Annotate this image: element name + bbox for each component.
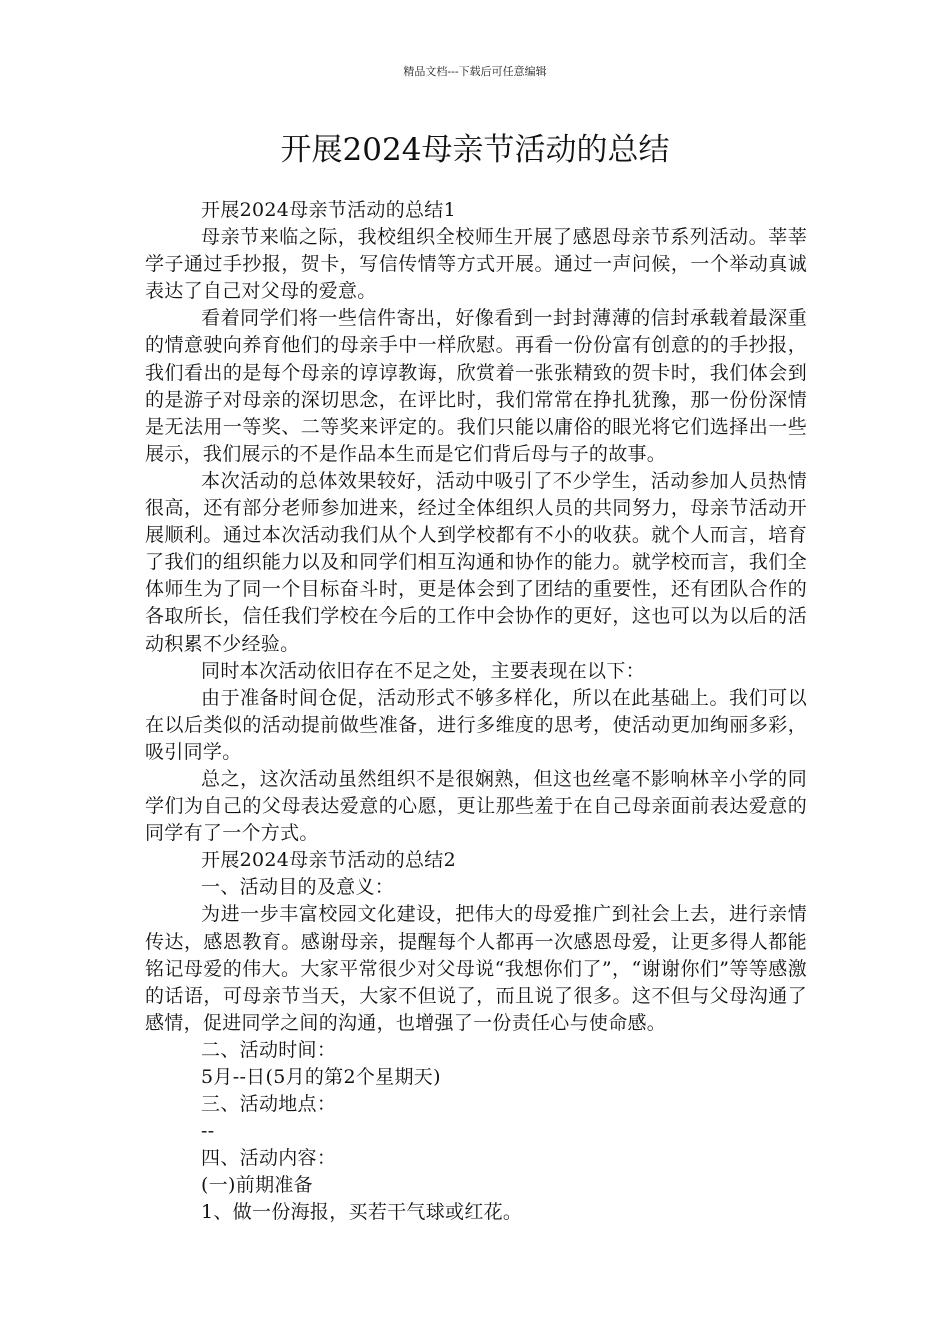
list-item: 1、做一份海报，买若干气球或红花。: [201, 1201, 523, 1224]
paragraph: 看着同学们将一些信件寄出，好像看到一封封薄薄的信封承载着最深重的情意驶向养育他们的母亲手中一样欣慰。再看一份份富有创意的的手抄报，我们看出的是每个母亲的谆谆教诲，欣赏着一张张精致的贺卡时，我们体会到的是游子对母亲的深切思念，在评比时，我们常常在挣扎犹豫，那一份份深情是无法用一等奖、二等奖来评定的。我们只能以庸俗的眼光将它们选择出一些展示，我们展示的不是作品本生而是它们背后母与子的故事。: [145, 307, 807, 465]
document-body: [145, 197, 807, 1227]
subheading: 一、活动目的及意义：: [201, 876, 395, 899]
subheading: 三、活动地点：: [201, 1093, 337, 1116]
paragraph: 为进一步丰富校园文化建设，把伟大的母爱推广到社会上去，进行亲情传达，感恩教育。感谢母亲，提醒每个人都再一次感恩母爱，让更多得人都能铭记母爱的伟大。大家平常很少对父母说“我想你们了”，“谢谢你们”等等感激的话语，可母亲节当天，大家不但说了，而且说了很多。这不但与父母沟通了感情，促进同学之间的沟通，也增强了一份责任心与使命感。: [145, 903, 807, 1034]
paragraph: 母亲节来临之际，我校组织全校师生开展了感恩母亲节系列活动。莘莘学子通过手抄报，贺卡，写信传情等方式开展。通过一声问候，一个举动真诚表达了自己对父母的爱意。: [145, 226, 807, 303]
section-heading-1: 开展2024母亲节活动的总结1: [201, 199, 456, 221]
document-title: 开展2024母亲节活动的总结: [280, 132, 670, 168]
paragraph: 由于准备时间仓促，活动形式不够多样化，所以在此基础上。我们可以在以后类似的活动提前做些准备，进行多维度的思考，使活动更加绚丽多彩，吸引同学。: [145, 686, 807, 763]
section-heading-2: 开展2024母亲节活动的总结2: [201, 849, 456, 872]
paragraph: 同时本次活动依旧存在不足之处，主要表现在以下：: [201, 659, 645, 682]
subheading: 二、活动时间：: [201, 1038, 337, 1061]
subheading: 四、活动内容：: [201, 1147, 337, 1170]
subheading: (一)前期准备: [201, 1174, 313, 1197]
paragraph: 总之，这次活动虽然组织不是很娴熟，但这也丝毫不影响林辛小学的同学们为自己的父母表达爱意的心愿，更让那些羞于在自己母亲面前表达爱意的同学有了一个方式。: [145, 767, 807, 845]
paragraph: --: [201, 1120, 215, 1143]
paragraph: 5月--日(5月的第2个星期天): [201, 1066, 441, 1088]
paragraph: 本次活动的总体效果较好，活动中吸引了不少学生，活动参加人员热情很高，还有部分老师参加进来，经过全体组织人员的共同努力，母亲节活动开展顺利。通过本次活动我们从个人到学校都有不小的收获。就个人而言，培育了我们的组织能力以及和同学们相互沟通和协作的能力。就学校而言，我们全体师生为了同一个目标奋斗时，更是体会到了团结的重要性，还有团队合作的各取所长，信任我们学校在今后的工作中会协作的更好，这也可以为以后的活动积累不少经验。: [145, 469, 807, 655]
page-header: 精品文档---下载后可任意编辑: [403, 65, 547, 78]
